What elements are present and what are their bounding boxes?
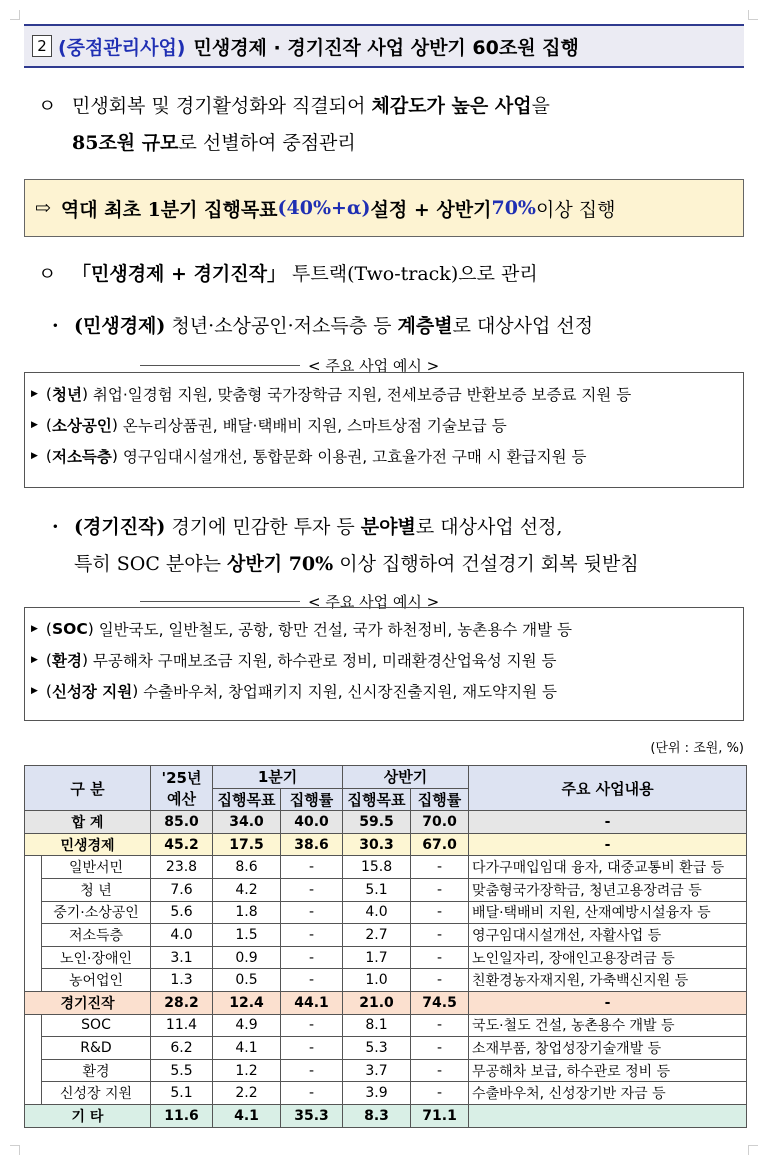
row-name: 경기진작 [25, 991, 151, 1014]
cell-q1-rate: 40.0 [281, 811, 343, 834]
section-title [24, 24, 744, 68]
cell-q1-rate: - [281, 1014, 343, 1037]
section-title-highlight: (중점관리사업) [58, 36, 186, 59]
bullet-paragraph-1: ㅇ 민생회복 및 경기활성화와 직결되어 체감도가 높은 사업을 85조원 규모로 선별하여 중점관리 [38, 88, 550, 162]
example-item: ▶ ( 환경 ) 무공해차 구매보조금 지원, 하수관로 정비, 미래환경산업육성 지원 등 [31, 650, 557, 670]
sub-bullet-marker: · [52, 516, 59, 538]
highlight-box: ⇨ 역대 최초 1분기 집행목표 (40%+α) 설정 + 상반기 70% 이상 집행 [24, 179, 744, 237]
cell-q1-target: 2.2 [213, 1082, 281, 1105]
cell-h1-target: 5.3 [343, 1037, 411, 1060]
header-budget: '25년 예산 [151, 766, 213, 811]
indent-cell [25, 1082, 42, 1105]
bullet-marker: ㅇ [38, 263, 57, 285]
header-h1: 상반기 [343, 766, 469, 789]
row-name: 농어업인 [42, 969, 151, 992]
cell-h1-target: 4.0 [343, 901, 411, 924]
cell-desc [469, 1104, 747, 1127]
cell-h1-rate: 70.0 [411, 811, 469, 834]
cell-h1-target: 3.9 [343, 1082, 411, 1105]
cell-budget: 6.2 [151, 1037, 213, 1060]
cell-h1-target: 8.1 [343, 1014, 411, 1037]
cell-q1-rate: - [281, 1059, 343, 1082]
bullet-paragraph-2: ㅇ 「민생경제 + 경기진작」 투트랙(Two-track)으로 관리 [38, 256, 538, 293]
cell-h1-target: 1.0 [343, 969, 411, 992]
cell-budget: 11.6 [151, 1104, 213, 1127]
cell-budget: 45.2 [151, 833, 213, 856]
header-h1-target: 집행목표 [343, 788, 411, 811]
budget-table [24, 765, 747, 1128]
indent-cell [25, 856, 42, 879]
cell-desc: 친환경농자재지원, 가축백신지원 등 [469, 969, 747, 992]
cell-q1-rate: 38.6 [281, 833, 343, 856]
cell-q1-rate: - [281, 1037, 343, 1060]
cell-budget: 23.8 [151, 856, 213, 879]
cell-budget: 11.4 [151, 1014, 213, 1037]
table-row [25, 1104, 747, 1127]
sub-bullet-marker: · [52, 315, 59, 337]
indent-cell [25, 1037, 42, 1060]
cell-h1-target: 15.8 [343, 856, 411, 879]
cell-h1-target: 59.5 [343, 811, 411, 834]
row-name: 민생경제 [25, 833, 151, 856]
cell-q1-target: 1.2 [213, 1059, 281, 1082]
table-row [25, 969, 747, 992]
triangle-bullet-icon: ▶ [31, 623, 38, 634]
header-q1: 1분기 [213, 766, 343, 789]
table-body [25, 811, 747, 1127]
cell-q1-rate: - [281, 1082, 343, 1105]
cell-q1-target: 1.5 [213, 924, 281, 947]
cell-budget: 7.6 [151, 878, 213, 901]
indent-cell [25, 924, 42, 947]
cell-budget: 4.0 [151, 924, 213, 947]
cell-q1-target: 4.1 [213, 1104, 281, 1127]
cell-q1-target: 34.0 [213, 811, 281, 834]
examples-label-2: < 주요 사업 예시 > [140, 591, 447, 612]
cell-h1-rate: - [411, 878, 469, 901]
cell-budget: 5.5 [151, 1059, 213, 1082]
indent-cell [25, 946, 42, 969]
cell-desc: 배달·택배비 지원, 산재예방시설융자 등 [469, 901, 747, 924]
cell-budget: 85.0 [151, 811, 213, 834]
triangle-bullet-icon: ▶ [31, 388, 38, 399]
row-name: 일반서민 [42, 856, 151, 879]
cell-h1-rate: - [411, 1082, 469, 1105]
section-number: 2 [32, 35, 52, 57]
cell-h1-rate: - [411, 946, 469, 969]
table-row [25, 924, 747, 947]
page-corner-mark [10, 1145, 20, 1155]
examples-box-1 [24, 372, 744, 488]
cell-budget: 3.1 [151, 946, 213, 969]
table-row [25, 811, 747, 834]
header-q1-target: 집행목표 [213, 788, 281, 811]
triangle-bullet-icon: ▶ [31, 654, 38, 665]
cell-q1-rate: - [281, 946, 343, 969]
cell-q1-rate: - [281, 924, 343, 947]
triangle-bullet-icon: ▶ [31, 419, 38, 430]
cell-q1-rate: 44.1 [281, 991, 343, 1014]
example-item: ▶ ( 저소득층 ) 영구임대시설개선, 통합문화 이용권, 고효율가전 구매 시 환급지원 등 [31, 446, 587, 466]
triangle-bullet-icon: ▶ [31, 450, 38, 461]
row-name: R&D [42, 1037, 151, 1060]
cell-h1-rate: 71.1 [411, 1104, 469, 1127]
row-name: 신성장 지원 [42, 1082, 151, 1105]
cell-h1-rate: - [411, 856, 469, 879]
cell-h1-target: 5.1 [343, 878, 411, 901]
row-name: 저소득층 [42, 924, 151, 947]
cell-budget: 5.1 [151, 1082, 213, 1105]
cell-q1-target: 0.9 [213, 946, 281, 969]
cell-h1-rate: - [411, 1037, 469, 1060]
table-row [25, 901, 747, 924]
table-row [25, 856, 747, 879]
indent-cell [25, 1059, 42, 1082]
header-q1-rate: 집행률 [281, 788, 343, 811]
examples-label-1: < 주요 사업 예시 > [140, 355, 447, 376]
page-corner-mark [10, 10, 20, 20]
cell-desc: - [469, 833, 747, 856]
cell-desc: 소재부품, 창업성장기술개발 등 [469, 1037, 747, 1060]
cell-h1-rate: - [411, 969, 469, 992]
cell-q1-target: 4.2 [213, 878, 281, 901]
cell-q1-target: 8.6 [213, 856, 281, 879]
cell-q1-rate: - [281, 969, 343, 992]
cell-h1-rate: - [411, 1014, 469, 1037]
cell-desc: 맞춤형국가장학금, 청년고용장려금 등 [469, 878, 747, 901]
cell-q1-rate: - [281, 856, 343, 879]
row-name: SOC [42, 1014, 151, 1037]
example-item: ▶ ( 청년 ) 취업·일경험 지원, 맞춤형 국가장학금 지원, 전세보증금 반환보증 보증료 지원 등 [31, 384, 632, 404]
indent-cell [25, 901, 42, 924]
unit-label: (단위 : 조원, %) [650, 741, 744, 756]
arrow-icon: ⇨ [35, 197, 51, 219]
table-row [25, 878, 747, 901]
cell-q1-rate: 35.3 [281, 1104, 343, 1127]
cell-q1-rate: - [281, 901, 343, 924]
table-row [25, 991, 747, 1014]
cell-desc: 노인일자리, 장애인고용장려금 등 [469, 946, 747, 969]
cell-h1-rate: - [411, 924, 469, 947]
cell-h1-rate: 74.5 [411, 991, 469, 1014]
cell-desc: 다가구매입임대 융자, 대중교통비 환급 등 [469, 856, 747, 879]
table-row [25, 1059, 747, 1082]
table-row [25, 1037, 747, 1060]
cell-q1-target: 17.5 [213, 833, 281, 856]
row-name: 합 계 [25, 811, 151, 834]
cell-h1-target: 3.7 [343, 1059, 411, 1082]
header-desc: 주요 사업내용 [469, 766, 747, 811]
row-name: 청 년 [42, 878, 151, 901]
cell-desc: 국도·철도 건설, 농촌용수 개발 등 [469, 1014, 747, 1037]
bullet-marker: ㅇ [38, 95, 57, 117]
cell-desc: - [469, 991, 747, 1014]
cell-desc: 수출바우처, 신성장기반 자금 등 [469, 1082, 747, 1105]
triangle-bullet-icon: ▶ [31, 685, 38, 696]
cell-h1-target: 2.7 [343, 924, 411, 947]
row-name: 중기·소상공인 [42, 901, 151, 924]
table-row [25, 1082, 747, 1105]
cell-q1-target: 0.5 [213, 969, 281, 992]
cell-h1-target: 8.3 [343, 1104, 411, 1127]
sub-paragraph-2: · (경기진작) 경기에 민감한 투자 등 분야별로 대상사업 선정, 특히 SOC 분야는 상반기 70% 이상 집행하여 건설경기 회복 뒷받침 [52, 509, 639, 583]
header-h1-rate: 집행률 [411, 788, 469, 811]
cell-h1-target: 30.3 [343, 833, 411, 856]
cell-q1-target: 4.1 [213, 1037, 281, 1060]
table-row [25, 833, 747, 856]
row-name: 환경 [42, 1059, 151, 1082]
section-title-text: 민생경제 · 경기진작 사업 상반기 60조원 집행 [193, 36, 579, 59]
cell-desc: 영구임대시설개선, 자활사업 등 [469, 924, 747, 947]
cell-desc: - [469, 811, 747, 834]
row-name: 노인·장애인 [42, 946, 151, 969]
cell-q1-target: 1.8 [213, 901, 281, 924]
page-corner-mark [748, 1145, 758, 1155]
cell-desc: 무공해차 보급, 하수관로 정비 등 [469, 1059, 747, 1082]
page-corner-mark [748, 10, 758, 20]
example-item: ▶ ( 신성장 지원 ) 수출바우처, 창업패키지 지원, 신시장진출지원, 재도약지원 등 [31, 681, 557, 701]
cell-budget: 1.3 [151, 969, 213, 992]
cell-q1-target: 12.4 [213, 991, 281, 1014]
example-item: ▶ ( SOC ) 일반국도, 일반철도, 공항, 항만 건설, 국가 하천정비, 농촌용수 개발 등 [31, 619, 572, 639]
cell-budget: 5.6 [151, 901, 213, 924]
cell-budget: 28.2 [151, 991, 213, 1014]
cell-h1-target: 21.0 [343, 991, 411, 1014]
cell-h1-rate: - [411, 901, 469, 924]
row-name: 기 타 [25, 1104, 151, 1127]
sub-paragraph-1: · (민생경제) 청년·소상공인·저소득층 등 계층별로 대상사업 선정 [52, 308, 593, 345]
indent-cell [25, 969, 42, 992]
indent-cell [25, 1014, 42, 1037]
indent-cell [25, 878, 42, 901]
cell-h1-target: 1.7 [343, 946, 411, 969]
table-row [25, 946, 747, 969]
header-category: 구 분 [25, 766, 151, 811]
cell-h1-rate: - [411, 1059, 469, 1082]
cell-h1-rate: 67.0 [411, 833, 469, 856]
cell-q1-target: 4.9 [213, 1014, 281, 1037]
table-row [25, 1014, 747, 1037]
cell-q1-rate: - [281, 878, 343, 901]
example-item: ▶ ( 소상공인 ) 온누리상품권, 배달·택배비 지원, 스마트상점 기술보급 등 [31, 415, 507, 435]
examples-box-2 [24, 607, 744, 721]
